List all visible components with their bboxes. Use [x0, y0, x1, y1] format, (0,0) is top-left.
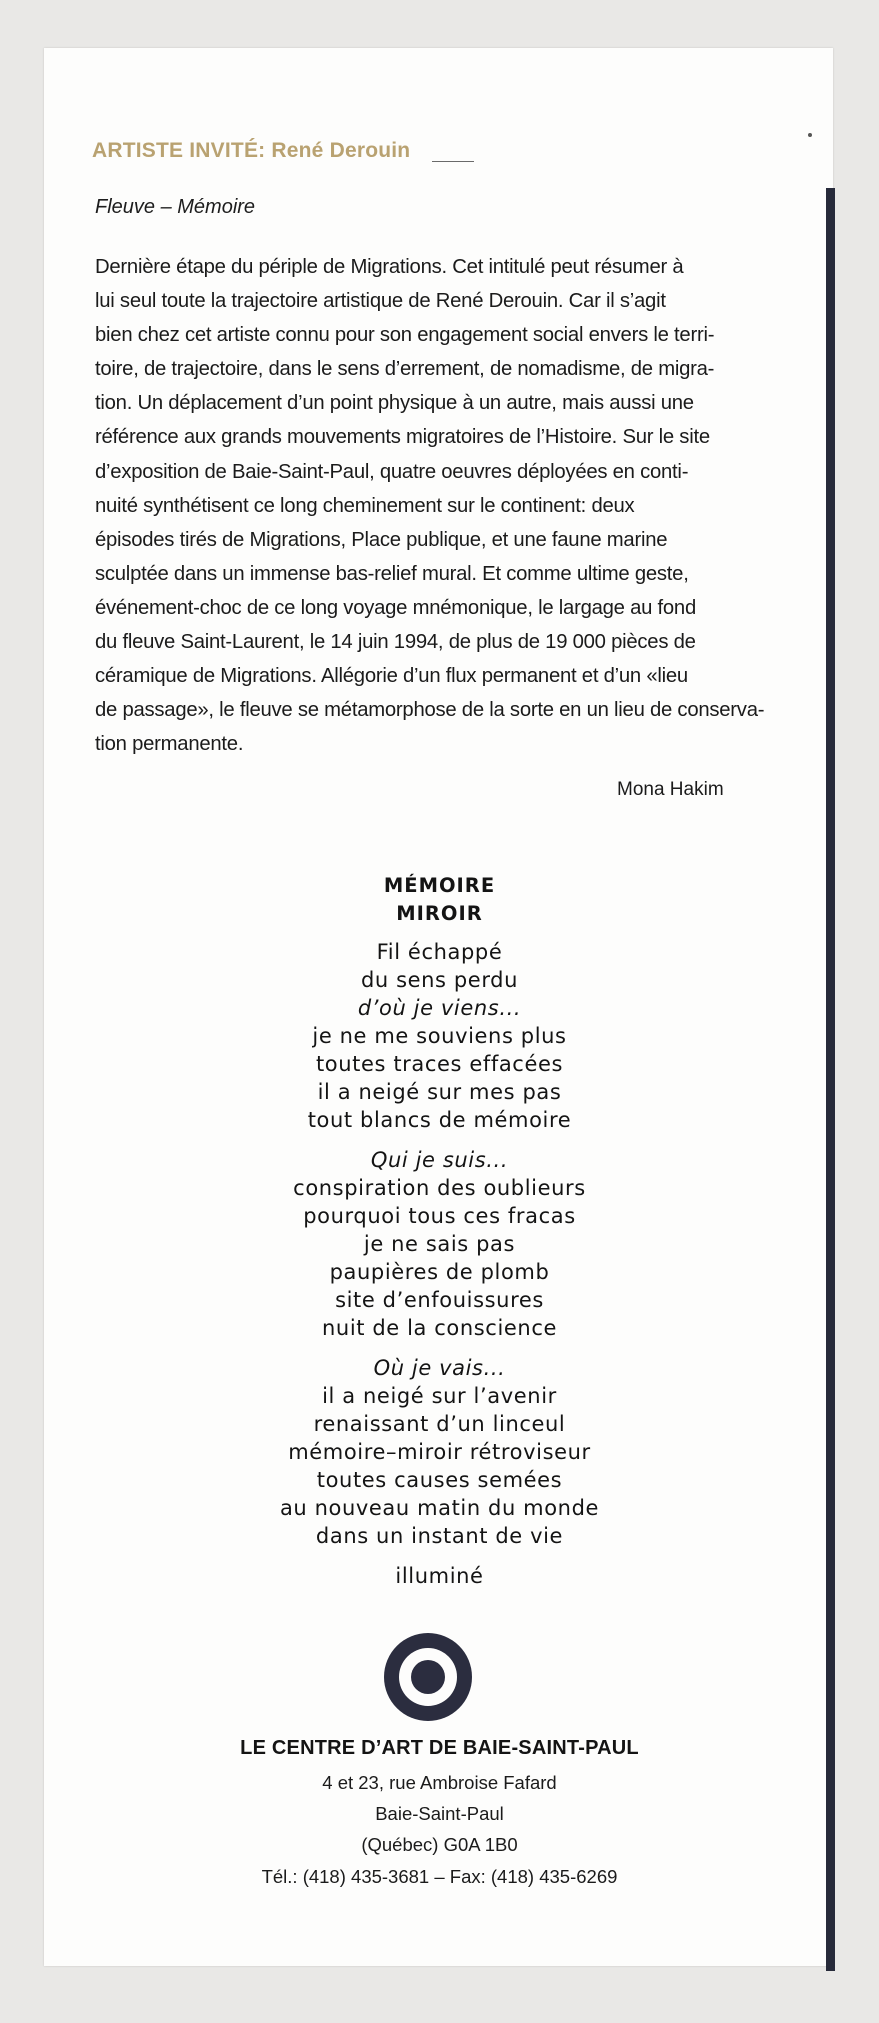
essay-author: Mona Hakim [617, 779, 724, 800]
poem-line: du sens perdu [360, 968, 519, 992]
poem-line: renaissant d’un linceul [313, 1412, 566, 1436]
poem-title-1: MÉMOIRE [383, 874, 496, 897]
poem-line: site d’enfouissures [335, 1288, 544, 1312]
address-line-3: (Québec) G0A 1B0 [361, 1834, 518, 1855]
corner-mark [808, 133, 812, 137]
address-line-2: Baie-Saint-Paul [375, 1803, 504, 1824]
poem-title-2: MIROIR [396, 902, 483, 925]
poem-line: je ne sais pas [363, 1232, 516, 1256]
centre-name: LE CENTRE D’ART DE BAIE-SAINT-PAUL [240, 1737, 639, 1759]
poem-line: toutes causes semées [316, 1468, 563, 1492]
essay-line: événement-choc de ce long voyage mnémonique, le largage au fond [95, 596, 696, 619]
header-label: ARTISTE INVITÉ: [92, 139, 266, 162]
essay-subtitle: Fleuve – Mémoire [95, 196, 256, 218]
essay-body [95, 250, 788, 761]
logo-center-dot [411, 1660, 445, 1694]
essay-line: tion permanente. [95, 733, 244, 756]
centre-logo-icon [382, 1631, 474, 1723]
essay-line: tion. Un déplacement d’un point physique à un autre, mais aussi une [95, 392, 694, 415]
essay-line: lui seul toute la trajectoire artistique de René Derouin. Car il s’agit [95, 290, 666, 313]
header-artist: René Derouin [271, 139, 411, 162]
essay-line: référence aux grands mouvements migratoires de l’Histoire. Sur le site [95, 426, 710, 449]
poem-line: tout blancs de mémoire [307, 1108, 572, 1132]
poem-line: nuit de la conscience [322, 1316, 557, 1340]
address-line-1: 4 et 23, rue Ambroise Fafard [322, 1772, 557, 1793]
essay-line: de passage», le fleuve se métamorphose de la sorte en un lieu de conserva- [95, 699, 765, 722]
guest-artist-header [92, 139, 410, 163]
essay-line: toire, de trajectoire, dans le sens d’errement, de nomadisme, de migra- [95, 358, 715, 381]
poem-line: toutes traces effacées [315, 1052, 564, 1076]
essay-line: du fleuve Saint-Laurent, le 14 juin 1994, de plus de 19 000 pièces de [95, 631, 696, 654]
essay-line: nuité synthétisent ce long cheminement sur le continent: deux [95, 494, 635, 517]
essay-line: céramique de Migrations. Allégorie d’un flux permanent et d’un «lieu [95, 665, 688, 688]
poem-line: d’où je viens... [357, 996, 522, 1020]
header-rule [432, 161, 474, 162]
essay-line: épisodes tirés de Migrations, Place publique, et une faune marine [95, 528, 668, 551]
contact-phone-fax: Tél.: (418) 435-3681 – Fax: (418) 435-6269 [261, 1866, 618, 1887]
poem-line: au nouveau matin du monde [279, 1496, 600, 1520]
poem-line: Fil échappé [376, 940, 503, 964]
essay-line: sculptée dans un immense bas-relief mural. Et comme ultime geste, [95, 562, 689, 585]
poem-line: il a neigé sur mes pas [317, 1080, 562, 1104]
poem-line: je ne me souviens plus [312, 1024, 567, 1048]
poem-line: illuminé [395, 1564, 484, 1588]
poem-line: pourquoi tous ces fracas [303, 1204, 576, 1228]
poem-line: Qui je suis... [370, 1148, 509, 1172]
poem-line: dans un instant de vie [315, 1524, 564, 1548]
poem-line: conspiration des oublieurs [293, 1176, 586, 1200]
poem-line: mémoire–miroir rétroviseur [288, 1440, 591, 1464]
poem-line: il a neigé sur l’avenir [322, 1384, 557, 1408]
essay-line: bien chez cet artiste connu pour son engagement social envers le terri- [95, 324, 715, 347]
essay-line: Dernière étape du périple de Migrations. Cet intitulé peut résumer à [95, 256, 684, 278]
poem-line: paupières de plomb [329, 1260, 550, 1284]
poem-line: Où je vais... [373, 1356, 506, 1380]
essay-line: d’exposition de Baie-Saint-Paul, quatre oeuvres déployées en conti- [95, 460, 689, 483]
